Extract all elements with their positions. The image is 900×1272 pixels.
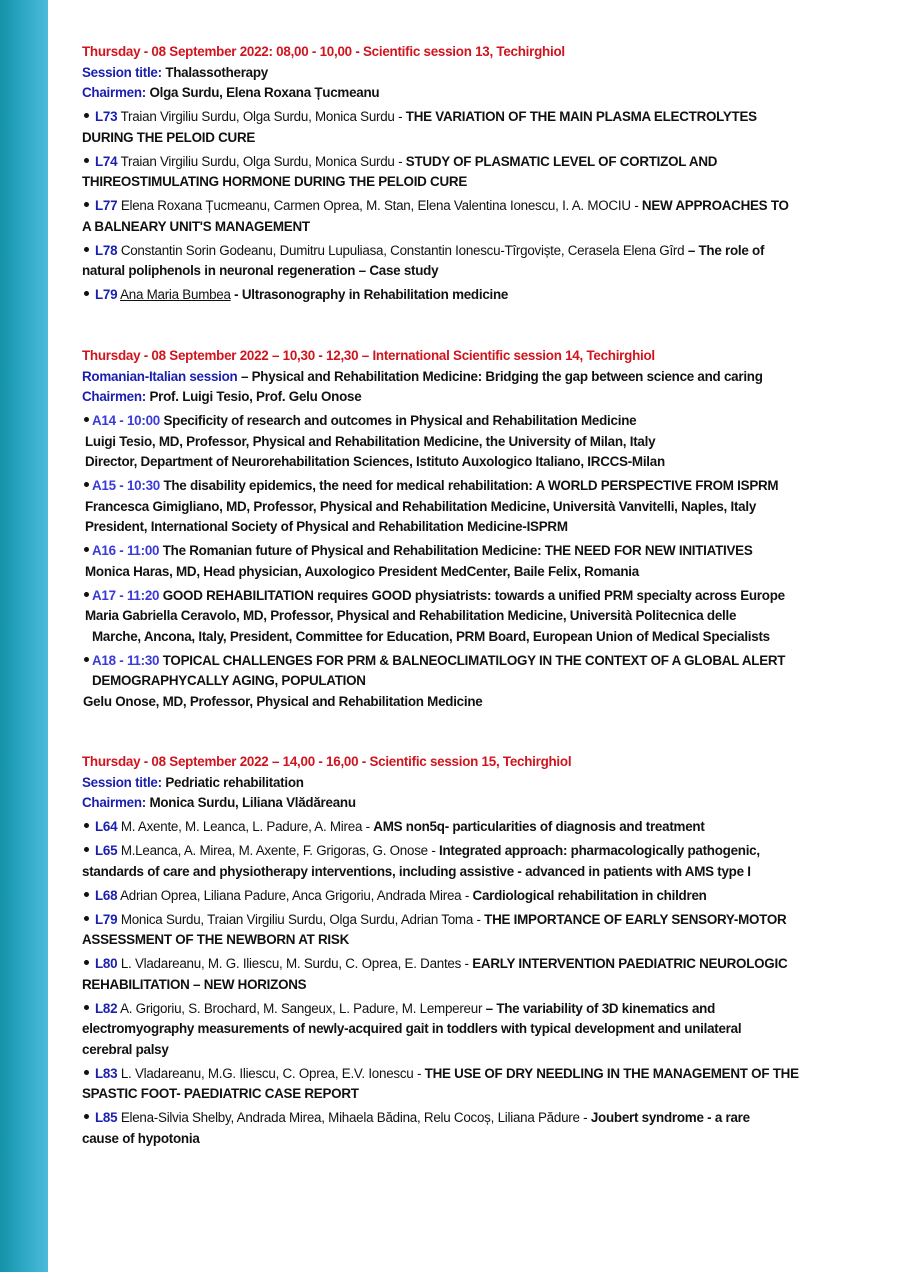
session-title: Pedriatic rehabilitation — [165, 774, 304, 790]
list-item — [82, 285, 882, 306]
bullet-icon — [84, 113, 89, 118]
session-13 — [82, 42, 882, 306]
paper-title: The role of — [698, 242, 765, 258]
list-item — [82, 886, 882, 907]
paper-title: THE VARIATION OF THE MAIN PLASMA ELECTROLYTES — [405, 109, 757, 124]
bullet-icon — [84, 1070, 89, 1075]
talk-code-time: A14 - 10:00 — [92, 413, 160, 428]
paper-code: L74 — [95, 153, 118, 169]
list-item — [82, 411, 882, 473]
paper-title: NEW APPROACHES TO — [641, 198, 789, 213]
session-title: – Physical and Rehabilitation Medicine: Bridging the gap between science and caring — [237, 368, 763, 384]
session-title-line — [82, 773, 882, 794]
paper-code: L73 — [95, 109, 118, 124]
list-item — [82, 954, 882, 995]
paper-authors-link[interactable]: Ana Maria Bumbea — [120, 287, 231, 302]
paper-code: L64 — [95, 819, 118, 834]
chairmen-names: Olga Surdu, Elena Roxana Țucmeanu — [149, 85, 380, 100]
chairmen-label: Chairmen: — [82, 795, 146, 810]
session-title-label: Session title: — [82, 774, 162, 790]
separator: - — [394, 109, 406, 124]
bullet-icon — [84, 916, 89, 921]
paper-code: L78 — [95, 242, 118, 258]
paper-code: L82 — [95, 1000, 118, 1016]
paper-title-cont: cause of hypotonia — [82, 1130, 200, 1146]
separator: – — [684, 242, 699, 258]
separator: - — [461, 956, 473, 971]
list-item — [82, 541, 882, 582]
list-item — [82, 1064, 882, 1105]
bullet-icon — [84, 202, 89, 207]
bullet-icon — [84, 960, 89, 965]
paper-code: L83 — [95, 1065, 118, 1081]
chairmen-names: Monica Surdu, Liliana Vlădăreanu — [149, 795, 356, 810]
chairmen-label: Chairmen: — [82, 85, 146, 100]
paper-title-cont: standards of care and physiotherapy interventions, including assistive - advanced in patients with AMS type I — [82, 863, 751, 879]
paper-code: L79 — [95, 287, 118, 302]
paper-title-cont: DURING THE PELOID CURE — [82, 129, 256, 145]
bullet-icon — [84, 657, 89, 662]
talk-title-cont: DEMOGRAPHYCALLY AGING, POPULATION — [92, 673, 366, 688]
speaker-line: Luigi Tesio, MD, Professor, Physical and Rehabilitation Medicine, the University of Milan, Italy — [85, 433, 656, 449]
separator: – — [482, 1000, 497, 1016]
speaker-line: Francesca Gimigliano, MD, Professor, Physical and Rehabilitation Medicine, Università Vanvitelli, Naples, Italy — [85, 498, 757, 514]
session-header: Thursday - 08 September 2022 – 10,30 - 12,30 – International Scientific session 14, Techirghiol — [82, 348, 655, 363]
paper-title-cont: REHABILITATION – NEW HORIZONS — [82, 976, 307, 992]
talk-title: Specificity of research and outcomes in Physical and Rehabilitation Medicine — [163, 413, 637, 428]
paper-code: L80 — [95, 956, 118, 971]
paper-authors: M.Leanca, A. Mirea, M. Axente, F. Grigoras, G. Onose — [120, 843, 428, 858]
paper-authors: Monica Surdu, Traian Virgiliu Surdu, Olga Surdu, Adrian Toma — [120, 911, 474, 927]
bullet-icon — [84, 547, 89, 552]
bullet-icon — [84, 417, 89, 422]
list-item — [82, 196, 882, 237]
paper-authors: Traian Virgiliu Surdu, Olga Surdu, Monica Surdu — [120, 153, 395, 169]
bullet-icon — [84, 291, 89, 296]
list-item — [82, 1108, 882, 1149]
paper-title-cont: SPASTIC FOOT- PAEDIATRIC CASE REPORT — [82, 1086, 359, 1101]
paper-authors: A. Grigoriu, S. Brochard, M. Sangeux, L. Padure, M. Lempereur — [120, 1000, 483, 1016]
bullet-icon — [84, 1005, 89, 1010]
paper-code: L79 — [95, 911, 118, 927]
bullet-icon — [84, 823, 89, 828]
paper-title: Joubert syndrome - a rare — [590, 1110, 750, 1125]
list-item — [82, 841, 882, 882]
separator: - — [362, 819, 374, 834]
paper-authors: Elena-Silvia Shelby, Andrada Mirea, Mihaela Bădina, Relu Cocoș, Liliana Pădure — [120, 1110, 580, 1125]
list-item — [82, 241, 882, 282]
session-14 — [82, 346, 882, 712]
paper-title-cont: A BALNEARY UNIT'S MANAGEMENT — [82, 218, 310, 234]
paper-authors: Traian Virgiliu Surdu, Olga Surdu, Monica Surdu — [120, 109, 395, 124]
decorative-sidebar-bar — [0, 0, 48, 1272]
separator: - — [413, 1065, 425, 1081]
paper-title-cont: THIREOSTIMULATING HORMONE DURING THE PELOID CURE — [82, 174, 468, 189]
separator: - — [230, 287, 242, 302]
chairmen-names: Prof. Luigi Tesio, Prof. Gelu Onose — [149, 389, 362, 404]
list-item — [82, 651, 882, 713]
paper-authors: Elena Roxana Țucmeanu, Carmen Oprea, M. Stan, Elena Valentina Ionescu, I. A. MOCIU — [120, 198, 631, 213]
speaker-line: Director, Department of Neurorehabilitation Sciences, Istituto Auxologico Italiano, IRCCS-Milan — [85, 454, 665, 469]
paper-title: STUDY OF PLASMATIC LEVEL OF CORTIZOL AND — [405, 153, 718, 169]
bullet-icon — [84, 892, 89, 897]
paper-authors: L. Vladareanu, M.G. Iliescu, C. Oprea, E.V. Ionescu — [120, 1065, 414, 1081]
paper-title-cont: natural poliphenols in neuronal regeneration – Case study — [82, 263, 439, 278]
paper-authors: Constantin Sorin Godeanu, Dumitru Lupuliasa, Constantin Ionescu-Tîrgoviște, Cerasela Elena Gîrd — [120, 242, 685, 258]
bullet-icon — [84, 247, 89, 252]
bullet-icon — [84, 482, 89, 487]
paper-title: EARLY INTERVENTION PAEDIATRIC NEUROLOGIC — [472, 956, 788, 971]
session-title: Thalassotherapy — [165, 64, 268, 80]
chairmen-label: Chairmen: — [82, 389, 146, 404]
speaker-line: Gelu Onose, MD, Professor, Physical and Rehabilitation Medicine — [83, 693, 483, 709]
list-item — [82, 910, 882, 951]
speaker-line: Maria Gabriella Ceravolo, MD, Professor, Physical and Rehabilitation Medicine, Università Politecnica delle — [85, 608, 737, 623]
chairmen-line — [82, 83, 882, 104]
list-item — [82, 152, 882, 193]
paper-authors: M. Axente, M. Leanca, L. Padure, A. Mirea — [120, 819, 363, 834]
paper-code: L68 — [95, 887, 118, 903]
paper-title: The variability of 3D kinematics and — [496, 1000, 716, 1016]
talk-code-time: A18 - 11:30 — [92, 652, 160, 668]
separator: - — [461, 887, 473, 903]
session-15 — [82, 752, 882, 1149]
talk-title: The disability epidemics, the need for medical rehabilitation: A WORLD PERSPECTIVE FROM ISPRM — [163, 478, 779, 493]
list-item — [82, 999, 882, 1061]
session-title-line — [82, 367, 882, 388]
separator: - — [394, 153, 406, 169]
paper-title: THE USE OF DRY NEEDLING IN THE MANAGEMENT OF THE — [424, 1065, 799, 1081]
paper-title: THE IMPORTANCE OF EARLY SENSORY-MOTOR — [484, 911, 787, 927]
paper-code: L85 — [95, 1110, 118, 1125]
talk-code-time: A16 - 11:00 — [92, 543, 160, 558]
paper-title-cont: cerebral palsy — [82, 1041, 169, 1057]
talk-title: GOOD REHABILITATION requires GOOD physiatrists: towards a unified PRM specialty across Europe — [162, 587, 785, 603]
paper-code: L65 — [95, 843, 118, 858]
speaker-line: Monica Haras, MD, Head physician, Auxologico President MedCenter, Baile Felix, Romania — [85, 563, 639, 579]
session-title-label: Romanian-Italian session — [82, 368, 238, 384]
paper-title: Ultrasonography in Rehabilitation medicine — [241, 287, 509, 302]
bullet-icon — [84, 1114, 89, 1119]
separator: - — [427, 843, 439, 858]
paper-title: Integrated approach: pharmacologically pathogenic, — [439, 843, 760, 858]
session-header: Thursday - 08 September 2022: 08,00 - 10,00 - Scientific session 13, Techirghiol — [82, 44, 565, 59]
paper-code: L77 — [95, 198, 118, 213]
session-title-line — [82, 63, 882, 84]
list-item — [82, 817, 882, 838]
talk-title: TOPICAL CHALLENGES FOR PRM & BALNEOCLIMATILOGY IN THE CONTEXT OF A GLOBAL ALERT — [162, 652, 786, 668]
bullet-icon — [84, 847, 89, 852]
list-item — [82, 107, 882, 148]
separator: - — [630, 198, 642, 213]
talk-title: The Romanian future of Physical and Rehabilitation Medicine: THE NEED FOR NEW INITIATIVES — [162, 543, 753, 558]
separator: - — [473, 911, 485, 927]
chairmen-line — [82, 387, 882, 408]
session-header: Thursday - 08 September 2022 – 14,00 - 16,00 - Scientific session 15, Techirghiol — [82, 754, 572, 769]
bullet-icon — [84, 158, 89, 163]
paper-title: AMS non5q- particularities of diagnosis and treatment — [373, 819, 705, 834]
list-item — [82, 476, 882, 538]
list-item — [82, 586, 882, 648]
paper-authors: Adrian Oprea, Liliana Padure, Anca Grigoriu, Andrada Mirea — [120, 887, 462, 903]
separator: - — [579, 1110, 591, 1125]
talk-code-time: A15 - 10:30 — [92, 478, 160, 493]
paper-title-cont: ASSESSMENT OF THE NEWBORN AT RISK — [82, 932, 350, 947]
talk-code-time: A17 - 11:20 — [92, 587, 160, 603]
bullet-icon — [84, 592, 89, 597]
paper-title-cont: electromyography measurements of newly-acquired gait in toddlers with typical development and unilateral — [82, 1021, 742, 1036]
session-title-label: Session title: — [82, 64, 162, 80]
speaker-line: President, International Society of Physical and Rehabilitation Medicine-ISPRM — [85, 519, 568, 534]
chairmen-line — [82, 793, 882, 814]
paper-authors: L. Vladareanu, M. G. Iliescu, M. Surdu, C. Oprea, E. Dantes — [120, 956, 462, 971]
speaker-line: Marche, Ancona, Italy, President, Committee for Education, PRM Board, European Union of Medical Specialists — [92, 628, 770, 644]
paper-title: Cardiological rehabilitation in children — [472, 887, 707, 903]
